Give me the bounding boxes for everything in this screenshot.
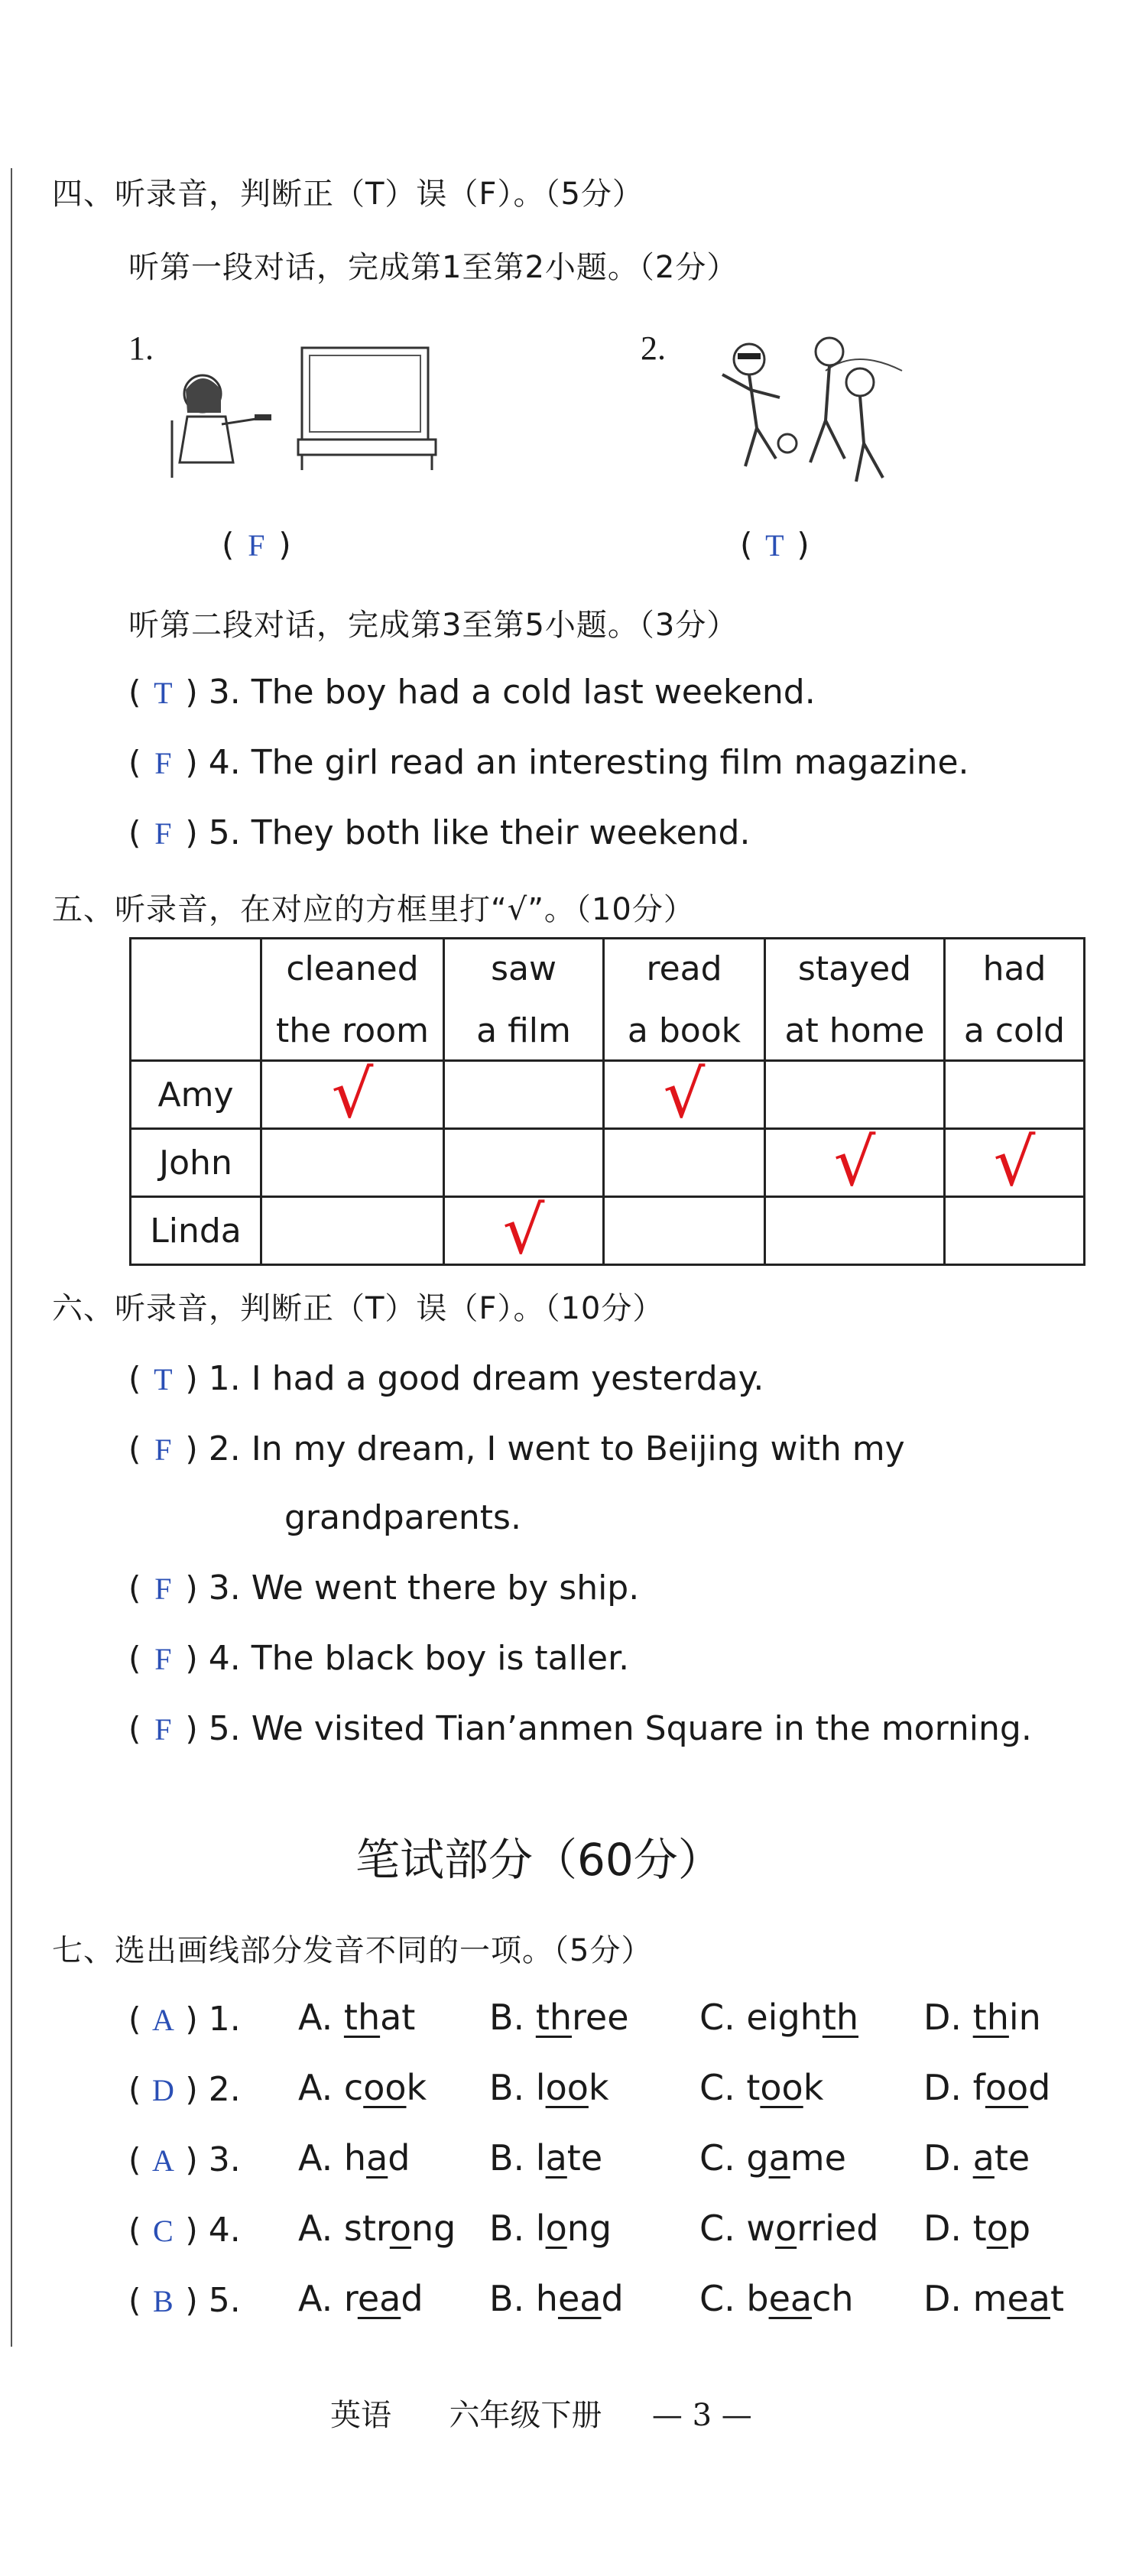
sec6-item-4: ( F ) 4. The black boy is taller. xyxy=(128,1639,630,1678)
sec6-item-2-continuation: grandparents. xyxy=(284,1498,521,1537)
option-prefix: B. h xyxy=(489,2278,558,2319)
option-suffix: t xyxy=(1050,2278,1065,2319)
checkmark: √ xyxy=(502,1192,545,1269)
footer-subject: 英语 xyxy=(330,2398,391,2433)
check-cell xyxy=(261,1129,444,1197)
sec7-item-2: ( D ) 2. xyxy=(128,2070,241,2109)
activity-table xyxy=(129,937,1085,1269)
footer-grade: 六年级下册 xyxy=(449,2398,602,2433)
sec7-option-d xyxy=(923,2137,1030,2179)
sec6-item-5-text: We visited Tian’anmen Square in the morning. xyxy=(251,1709,1032,1748)
sec6-item-2-number: 2. xyxy=(208,1429,241,1468)
table-corner-cell xyxy=(131,939,261,1061)
sec7-item-number: 4. xyxy=(208,2211,241,2250)
sec7-item-answer: B xyxy=(153,2284,174,2318)
option-prefix: D. t xyxy=(923,2208,987,2249)
underlined-letters: o xyxy=(775,2208,797,2249)
option-suffix: ch xyxy=(812,2278,854,2319)
header-stayed-at-home xyxy=(765,939,945,1061)
sec7-item-1: ( A ) 1. xyxy=(128,2000,241,2039)
sec7-item-number: 3. xyxy=(208,2140,241,2179)
option-prefix: D. m xyxy=(923,2278,1008,2319)
header-line-2: at home xyxy=(784,1011,925,1050)
underlined-letters: oo xyxy=(363,2067,407,2108)
sec7-option-d xyxy=(923,2067,1050,2108)
underlined-letters: th xyxy=(822,1997,859,2038)
sec7-option-a xyxy=(298,2208,456,2249)
sec7-option-d xyxy=(923,2278,1064,2319)
option-suffix: k xyxy=(803,2067,824,2108)
picture-2-answer-box: ( T ) xyxy=(740,526,810,563)
check-cell xyxy=(945,1197,1085,1265)
underlined-letters: a xyxy=(366,2137,388,2179)
option-suffix: d xyxy=(601,2278,624,2319)
row-name: Linda xyxy=(131,1197,261,1265)
sec7-option-a xyxy=(298,2278,423,2319)
sec7-option-b xyxy=(489,2137,602,2179)
check-cell xyxy=(261,1056,444,1133)
sec7-option-c xyxy=(699,2067,823,2108)
option-prefix: B. l xyxy=(489,2208,546,2249)
sec6-item-2-text: In my dream, I went to Beijing with my xyxy=(251,1429,905,1468)
section-6-title: 六、听录音，判断正（T）误（F）。（10分） xyxy=(52,1291,664,1326)
underlined-letters: o xyxy=(389,2208,411,2249)
check-cell xyxy=(945,1124,1085,1201)
sec6-item-3: ( F ) 3. We went there by ship. xyxy=(128,1569,640,1608)
checkmark: √ xyxy=(993,1124,1036,1201)
table-row-john xyxy=(131,1129,1085,1197)
footer-page: — 3 — xyxy=(651,2398,752,2433)
section-4-title: 四、听录音，判断正（T）误（F）。（5分） xyxy=(52,177,644,212)
underlined-letters: o xyxy=(986,2208,1008,2249)
sec4-item-5-answer: F xyxy=(154,816,172,851)
picture-1-girl-watching-tv xyxy=(164,329,440,482)
option-prefix: A. h xyxy=(298,2137,367,2179)
option-prefix: C. g xyxy=(699,2137,769,2179)
option-suffix: ng xyxy=(566,2208,612,2249)
sec4-item-3-number: 3. xyxy=(208,673,241,712)
header-line-2: the room xyxy=(275,1011,430,1050)
underlined-letters: th xyxy=(972,1997,1009,2038)
sec7-item-4: ( C ) 4. xyxy=(128,2211,241,2250)
sec7-option-a xyxy=(298,1997,415,2038)
option-suffix: ree xyxy=(572,1997,629,2038)
sec7-item-answer: A xyxy=(151,2003,174,2037)
sec7-item-number: 2. xyxy=(208,2070,241,2109)
underlined-letters: oo xyxy=(545,2067,589,2108)
sec6-item-4-number: 4. xyxy=(208,1639,241,1678)
header-line-1: saw xyxy=(491,949,557,988)
checkmark: √ xyxy=(833,1124,876,1201)
sec7-item-3: ( A ) 3. xyxy=(128,2140,241,2179)
row-name: John xyxy=(131,1129,261,1197)
header-line-2: a cold xyxy=(963,1011,1066,1050)
header-line-1: read xyxy=(646,949,722,988)
option-suffix: in xyxy=(1008,1997,1041,2038)
sec7-option-d xyxy=(923,1997,1041,2038)
sec6-item-3-answer: F xyxy=(154,1572,172,1606)
check-cell xyxy=(604,1197,765,1265)
sec6-item-5: ( F ) 5. We visited Tian’anmen Square in the morning. xyxy=(128,1709,1032,1748)
picture-2-children-playing-football xyxy=(703,313,917,489)
written-part-title: 笔试部分（60分） xyxy=(355,1834,722,1886)
option-prefix: D. xyxy=(923,1997,973,2038)
sec6-item-5-answer: F xyxy=(154,1712,172,1747)
sec6-item-4-answer: F xyxy=(154,1642,172,1676)
section-4-part1: 听第一段对话，完成第1至第2小题。（2分） xyxy=(128,250,738,285)
sec7-option-c xyxy=(699,2208,878,2249)
sec4-item-3-answer: T xyxy=(154,676,173,710)
sec7-option-a xyxy=(298,2137,410,2179)
check-cell xyxy=(765,1061,945,1129)
sec7-option-c xyxy=(699,1997,858,2038)
option-suffix: at xyxy=(380,1997,416,2038)
sec4-item-5-text: They both like their weekend. xyxy=(251,813,751,852)
underlined-letters: a xyxy=(545,2137,567,2179)
sec6-item-2-answer: F xyxy=(154,1432,172,1467)
option-suffix: me xyxy=(790,2137,846,2179)
sec4-item-3-text: The boy had a cold last weekend. xyxy=(251,673,816,712)
sec6-item-1-answer: T xyxy=(154,1362,173,1397)
header-line-2: a film xyxy=(476,1011,571,1050)
underlined-letters: th xyxy=(343,1997,381,2038)
option-suffix: te xyxy=(994,2137,1030,2179)
underlined-letters: ea xyxy=(768,2278,813,2319)
picture-2-number: 2. xyxy=(641,329,666,367)
sec7-option-c xyxy=(699,2278,854,2319)
check-cell xyxy=(444,1061,604,1129)
check-cell xyxy=(444,1192,604,1269)
section-4-part2: 听第二段对话，完成第3至第5小题。（3分） xyxy=(128,608,738,643)
check-cell xyxy=(604,1056,765,1133)
sec7-option-b xyxy=(489,2067,609,2108)
option-prefix: A. r xyxy=(298,2278,358,2319)
sec7-option-d xyxy=(923,2208,1030,2249)
option-suffix: d xyxy=(401,2278,423,2319)
sec6-item-3-number: 3. xyxy=(208,1569,241,1608)
option-suffix: d xyxy=(1028,2067,1051,2108)
header-line-1: cleaned xyxy=(286,949,419,988)
sec6-item-1: ( T ) 1. I had a good dream yesterday. xyxy=(128,1359,764,1398)
sec7-option-a xyxy=(298,2067,427,2108)
section-5-title: 五、听录音，在对应的方框里打“√”。（10分） xyxy=(52,892,695,927)
option-prefix: B. l xyxy=(489,2067,546,2108)
option-prefix: A. c xyxy=(298,2067,364,2108)
option-suffix: te xyxy=(566,2137,603,2179)
option-suffix: d xyxy=(388,2137,410,2179)
sec7-item-number: 1. xyxy=(208,2000,241,2039)
sec4-item-5-number: 5. xyxy=(208,813,241,852)
sec6-item-3-text: We went there by ship. xyxy=(251,1569,640,1608)
header-line-2: a book xyxy=(627,1011,741,1050)
header-cleaned-the-room xyxy=(261,939,444,1061)
picture-1-answer: F xyxy=(248,528,265,563)
underlined-letters: ea xyxy=(357,2278,401,2319)
option-prefix: C. eigh xyxy=(699,1997,823,2038)
sec4-item-5: ( F ) 5. They both like their weekend. xyxy=(128,813,751,852)
option-suffix: k xyxy=(406,2067,427,2108)
option-suffix: ng xyxy=(410,2208,456,2249)
underlined-letters: oo xyxy=(985,2067,1029,2108)
sec4-item-4-number: 4. xyxy=(208,743,241,782)
sec6-item-1-text: I had a good dream yesterday. xyxy=(251,1359,764,1398)
option-suffix: rried xyxy=(797,2208,879,2249)
sec7-item-answer: D xyxy=(151,2073,174,2107)
option-prefix: D. xyxy=(923,2137,973,2179)
option-prefix: B. l xyxy=(489,2137,546,2179)
table-row-linda xyxy=(131,1197,1085,1265)
sec7-item-number: 5. xyxy=(208,2281,241,2320)
check-cell xyxy=(945,1061,1085,1129)
underlined-letters: a xyxy=(768,2137,790,2179)
option-prefix: C. t xyxy=(699,2067,761,2108)
sec7-item-answer: A xyxy=(151,2143,174,2178)
underlined-letters: a xyxy=(972,2137,995,2179)
option-prefix: C. b xyxy=(699,2278,769,2319)
row-name: Amy xyxy=(131,1061,261,1129)
check-cell xyxy=(261,1197,444,1265)
option-suffix: k xyxy=(588,2067,609,2108)
header-had-a-cold xyxy=(945,939,1085,1061)
option-prefix: C. w xyxy=(699,2208,775,2249)
underlined-letters: th xyxy=(535,1997,573,2038)
section-7-title: 七、选出画线部分发音不同的一项。（5分） xyxy=(52,1933,653,1968)
sec4-item-4-answer: F xyxy=(154,746,172,780)
option-suffix: p xyxy=(1008,2208,1031,2249)
check-cell xyxy=(765,1124,945,1201)
sec7-item-answer: C xyxy=(153,2214,174,2248)
sec6-item-2: ( F ) 2. In my dream, I went to Beijing with my xyxy=(128,1429,905,1468)
checkmark: √ xyxy=(331,1056,374,1133)
sec7-item-5: ( B ) 5. xyxy=(128,2281,241,2320)
header-read-a-book xyxy=(604,939,765,1061)
sec7-option-b xyxy=(489,2278,624,2319)
check-cell xyxy=(765,1197,945,1265)
option-prefix: A. str xyxy=(298,2208,390,2249)
option-prefix: D. f xyxy=(923,2067,985,2108)
picture-1-answer-box: ( F ) xyxy=(222,526,291,563)
header-line-1: had xyxy=(982,949,1047,988)
sec4-item-3: ( T ) 3. The boy had a cold last weekend. xyxy=(128,673,816,712)
footer xyxy=(330,2391,752,2435)
header-line-1: stayed xyxy=(797,949,912,988)
sec6-item-4-text: The black boy is taller. xyxy=(251,1639,630,1678)
header-saw-a-film xyxy=(444,939,604,1061)
table-header-row xyxy=(131,939,1085,1061)
check-cell xyxy=(604,1129,765,1197)
sec6-item-1-number: 1. xyxy=(208,1359,241,1398)
sec4-item-4-text: The girl read an interesting film magazine. xyxy=(251,743,969,782)
sec6-item-5-number: 5. xyxy=(208,1709,241,1748)
underlined-letters: ea xyxy=(557,2278,602,2319)
underlined-letters: ea xyxy=(1007,2278,1050,2319)
sec7-option-c xyxy=(699,2137,846,2179)
sec7-option-b xyxy=(489,2208,612,2249)
option-prefix: B. xyxy=(489,1997,536,2038)
sec4-item-4: ( F ) 4. The girl read an interesting film magazine. xyxy=(128,743,969,782)
checkmark: √ xyxy=(663,1056,706,1133)
check-cell xyxy=(444,1129,604,1197)
sec7-option-b xyxy=(489,1997,629,2038)
option-prefix: A. xyxy=(298,1997,344,2038)
table-row-amy xyxy=(131,1061,1085,1129)
underlined-letters: o xyxy=(545,2208,567,2249)
underlined-letters: oo xyxy=(760,2067,803,2108)
picture-2-answer: T xyxy=(765,528,784,563)
picture-1-number: 1. xyxy=(128,329,154,367)
left-margin-rule xyxy=(11,168,12,2347)
